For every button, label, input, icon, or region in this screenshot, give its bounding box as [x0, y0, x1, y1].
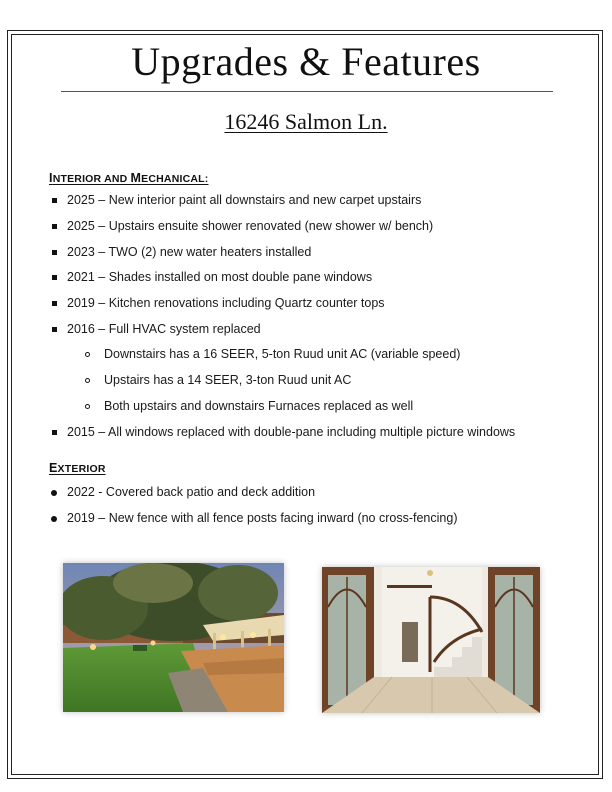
- square-bullet-icon: [52, 327, 57, 332]
- patio-deck-photo: [63, 563, 284, 712]
- foyer-staircase-illustration: [322, 567, 540, 713]
- circle-bullet-icon: [85, 352, 90, 357]
- interior-item: 2025 – New interior paint all downstairs and new carpet upstairs: [67, 193, 422, 207]
- hvac-subitem: Both upstairs and downstairs Furnaces replaced as well: [104, 399, 414, 413]
- interior-item: 2023 – TWO (2) new water heaters installed: [67, 245, 312, 259]
- page-title: Upgrades & Features: [131, 39, 481, 84]
- interior-item: 2015 – All windows replaced with double-pane including multiple picture windows: [67, 425, 516, 439]
- round-bullet-icon: [51, 516, 57, 522]
- hvac-subitem: Downstairs has a 16 SEER, 5-ton Ruud unit AC (variable speed): [104, 347, 461, 361]
- circle-bullet-icon: [85, 378, 90, 383]
- exterior-item: 2019 – New fence with all fence posts facing inward (no cross-fencing): [67, 511, 458, 525]
- interior-item: 2016 – Full HVAC system replaced: [67, 322, 261, 336]
- square-bullet-icon: [52, 198, 57, 203]
- square-bullet-icon: [52, 224, 57, 229]
- foyer-staircase-photo: [322, 567, 540, 713]
- interior-item: 2019 – Kitchen renovations including Quartz counter tops: [67, 296, 385, 310]
- square-bullet-icon: [52, 275, 57, 280]
- square-bullet-icon: [52, 301, 57, 306]
- circle-bullet-icon: [85, 404, 90, 409]
- exterior-section-heading: EXTERIOR: [49, 461, 106, 475]
- hvac-subitem: Upstairs has a 14 SEER, 3-ton Ruud unit AC: [104, 373, 352, 387]
- square-bullet-icon: [52, 430, 57, 435]
- interior-item: 2021 – Shades installed on most double pane windows: [67, 270, 373, 284]
- title-divider: [61, 91, 553, 92]
- exterior-item: 2022 - Covered back patio and deck addition: [67, 485, 316, 499]
- round-bullet-icon: [51, 490, 57, 496]
- patio-deck-illustration: [63, 563, 284, 712]
- square-bullet-icon: [52, 250, 57, 255]
- interior-item: 2025 – Upstairs ensuite shower renovated (new shower w/ bench): [67, 219, 434, 233]
- property-address: 16246 Salmon Ln.: [224, 109, 388, 134]
- interior-section-heading: INTERIOR AND MECHANICAL:: [49, 171, 209, 185]
